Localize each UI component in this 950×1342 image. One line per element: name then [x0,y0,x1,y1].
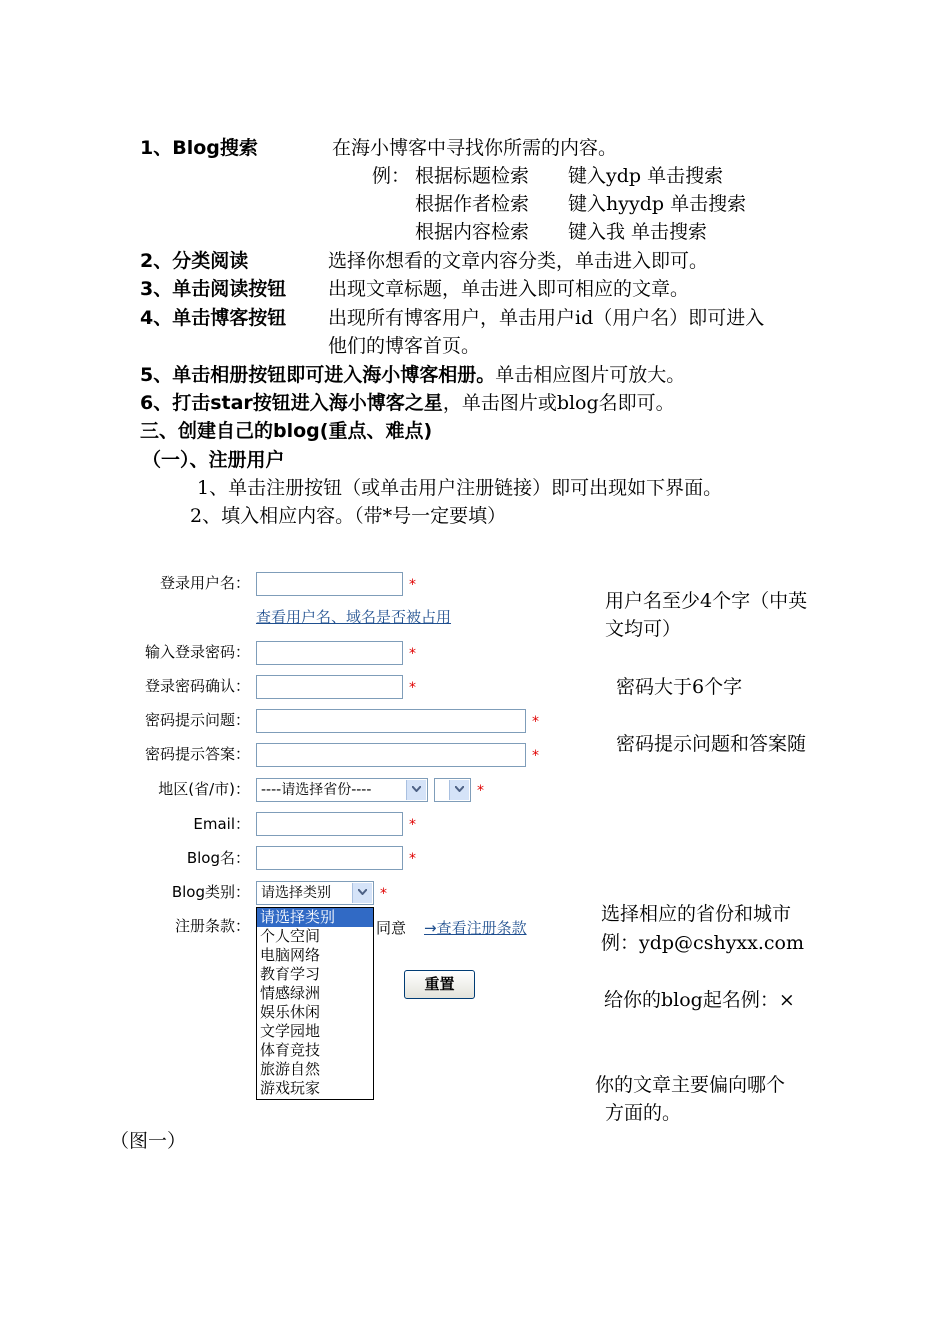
required-mark: * [532,714,539,730]
item-6 [140,394,675,413]
category-dropdown-list[interactable] [256,907,374,1100]
figure-caption: （图一） [110,1130,187,1152]
region-label: 地区(省/市)： [158,780,250,798]
item-5-rest: 单击相应图片可放大。 [495,364,686,386]
city-select[interactable] [434,778,471,802]
view-terms-link[interactable]: →查看注册条款 [424,919,527,937]
category-option[interactable]: 个人空间 [260,927,321,945]
username-label: 登录用户名： [159,574,250,592]
category-note-1: 你的文章主要偏向哪个 [595,1074,786,1096]
category-select[interactable] [256,881,374,905]
required-mark: * [409,646,416,662]
item-2-desc: 选择你想看的文章内容分类，单击进入即可。 [328,250,709,272]
agree-text: 同意 [376,919,407,937]
item-1-desc: 在海小博客中寻找你所需的内容。 [332,137,618,159]
check-availability-link[interactable]: 查看用户名、域名是否被占用 [256,608,452,626]
chevron-down-icon[interactable] [449,780,469,800]
password-question-label: 密码提示问题： [144,711,250,729]
username-note-1: 用户名至少4个字（中英 [605,590,808,612]
subsection-1-heading: （一）、注册用户 [142,449,285,471]
item-6-bold: 6、打击star按钮进入海小博客之星 [140,392,443,414]
item-4-title: 4、单击博客按钮 [140,307,287,329]
email-input[interactable] [256,812,403,836]
category-option[interactable]: 情感绿洲 [260,984,321,1002]
required-mark: * [409,577,416,593]
example-1-what: 根据标题检索 [415,165,530,187]
item-3-title: 3、单击阅读按钮 [140,278,287,300]
step-1: 1、单击注册按钮（或单击用户注册链接）即可出现如下界面。 [197,477,723,499]
item-2-title: 2、分类阅读 [140,250,249,272]
required-mark: * [409,680,416,696]
section-3-heading: 三、创建自己的blog(重点、难点) [140,420,433,442]
category-option[interactable]: 文学园地 [260,1022,321,1040]
category-option[interactable]: 电脑网络 [260,946,321,964]
region-note: 选择相应的省份和城市 [601,903,792,925]
category-option[interactable]: 游戏玩家 [260,1079,321,1097]
required-mark: * [477,783,484,799]
username-input[interactable] [256,572,403,596]
password-answer-input[interactable] [256,743,526,767]
password-question-input[interactable] [256,709,526,733]
password-note: 密码大于6个字 [616,676,743,698]
password-input[interactable] [256,641,403,665]
reset-button[interactable]: 重置 [404,970,475,999]
password-confirm-label: 登录密码确认： [144,677,250,695]
category-selected: 请选择类别 [261,885,331,901]
item-6-rest: ，单击图片或blog名即可。 [442,392,675,414]
example-1-how: 键入ydp 单击搜索 [568,165,724,187]
chevron-down-icon[interactable] [352,883,372,903]
step-2: 2、填入相应内容。（带*号一定要填） [190,505,507,527]
category-option[interactable]: 旅游自然 [260,1060,321,1078]
question-note: 密码提示问题和答案随 [616,733,807,755]
blogname-note: 给你的blog起名例：× [604,989,795,1011]
username-note-2: 文均可） [605,618,682,640]
password-label: 输入登录密码： [144,643,250,661]
category-option[interactable]: 娱乐休闲 [260,1003,321,1021]
password-answer-label: 密码提示答案： [144,745,250,763]
example-2-how: 键入hyydp 单击搜索 [568,193,747,215]
password-confirm-input[interactable] [256,675,403,699]
category-note-2: 方面的。 [605,1102,682,1124]
item-3-desc: 出现文章标题，单击进入即可相应的文章。 [328,278,690,300]
category-option[interactable]: 请选择类别 [257,908,373,927]
blogname-input[interactable] [256,846,403,870]
item-4-desc-cont: 他们的博客首页。 [328,335,481,357]
example-2-what: 根据作者检索 [415,193,530,215]
item-4-desc: 出现所有博客用户，单击用户id（用户名）即可进入 [328,307,765,329]
required-mark: * [532,748,539,764]
email-label: Email： [193,815,250,833]
example-prefix: 例： [372,165,411,187]
province-select[interactable] [256,778,428,802]
chevron-down-icon[interactable] [406,780,426,800]
example-3-how: 键入我 单击搜索 [568,221,708,243]
required-mark: * [409,851,416,867]
terms-label: 注册条款： [174,917,250,935]
item-1-title: 1、Blog搜索 [140,137,258,159]
item-5-bold: 5、单击相册按钮即可进入海小博客相册。 [140,364,496,386]
category-option[interactable]: 教育学习 [260,965,321,983]
email-note: 例：ydp@cshyxx.com [601,932,804,954]
province-selected: ----请选择省份---- [261,782,372,798]
required-mark: * [409,817,416,833]
category-option[interactable]: 体育竞技 [260,1041,321,1059]
category-label: Blog类别： [171,883,250,901]
required-mark: * [380,886,387,902]
blogname-label: Blog名： [186,849,250,867]
item-5 [140,366,685,385]
example-3-what: 根据内容检索 [415,221,530,243]
